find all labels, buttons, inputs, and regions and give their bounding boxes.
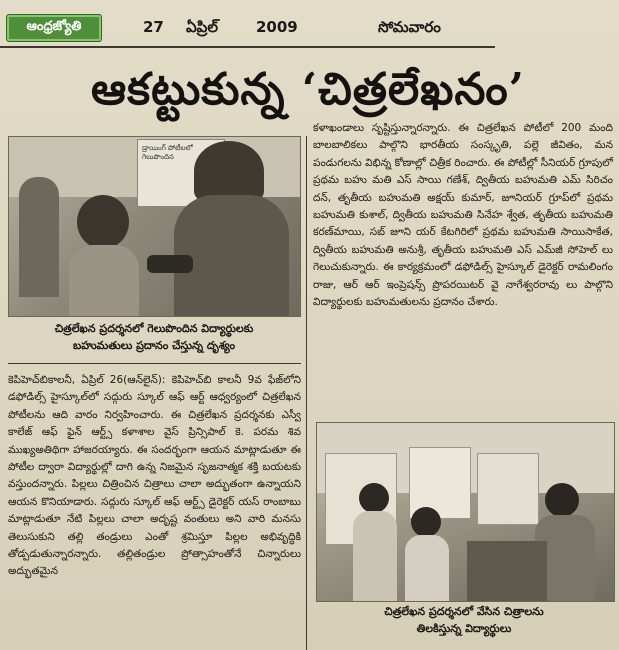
article-headline: ఆకట్టుకున్న ‘చిత్రలేఖనం’ [91,64,525,115]
photo-caption-line: చిత్రలేఖన ప్రదర్శనలో గెలుపొందిన విద్యార్థులకు [54,322,254,335]
photo-caption-prize [12,320,296,354]
article-paragraph: కళాఖండాలు సృష్టిస్తున్నారన్నారు. ఈ చిత్రలేఖన పోటీలో 200 మంది బాలబాలికలు పాల్గొని భారతీయ సంస్కృతి, పల్లె జీవితం, మన పండుగలను విభిన్న కోణాల్లో చిత్రీక రించారు. ఈ పోటీల్లో సీనియర్ గ్రూపులో ప్రథమ బహు మతి ఎస్ సాయి గణేశ్, ద్వితీయ బహుమతి ఎమ్ సిరిచం దన్, తృతీయ బహుమతి అక్షయ్ కుమార్, జూనియర్ గ్రూప్‌లో ప్రథమ బహుమతి కుశాల్, ద్వితీయ బహుమతి సినేహ శ్వేత, తృతీయ బహుమతి కరణ్‌మాయి, సబ్ జూని యర్ కేటగిరిలో ప్రథమ బహుమతి సాయిసాకేత, ద్వితీయ బహుమతి అనుశ్రీ, తృతీయ బహుమతి ఎస్ ఎమ్‌జీ సోహెల్ లు గెలుచుకున్నారు. ఈ కార్యక్రమంలో డఫోడిల్స్ హైస్కూల్ డైరెక్టర్ రామలింగం రాజు, ఆర్ ఆర్ ఇంప్రెషన్స్ ప్రొపరయిటర్ వై నాగేశ్వరరావు లు పాల్గొని విద్యార్థులకు బహుమతులను ప్రదానం చేశారు. [313,122,613,309]
banner-sign-text: డ్రాయింగ్ పోటీలలో గెలుపొందిన [142,144,193,161]
student-head-silhouette [359,483,389,513]
article-body-left-column [8,372,301,581]
photo-caption-line: చిత్రలేఖన ప్రదర్శనలో వేసిన చిత్రాలను [384,605,544,618]
issue-year: 2009 [256,18,298,36]
girl-body-silhouette [69,245,139,316]
issue-month: ఏప్రిల్ [186,18,218,36]
issue-weekday: సోమవారం [378,18,441,36]
prize-distribution-photo [8,136,301,317]
photo-caption-line: తిలకిస్తున్న విద్యార్థులు [416,622,512,635]
displayed-drawing [477,453,539,525]
handshake [147,255,193,273]
student-body-silhouette [405,535,449,601]
student-head-silhouette [411,507,441,537]
article-body-right-column [313,120,613,311]
photo-caption-students [318,603,610,637]
header-divider [0,46,495,48]
issue-date: 27 [143,18,164,36]
girl-head-silhouette [77,195,129,249]
newspaper-masthead-logo [6,14,102,42]
bystander-silhouette [19,177,59,297]
man-head-silhouette [545,483,579,517]
students-viewing-drawings-photo [316,422,615,602]
article-paragraph: కెపిహెచ్‌బికాలనీ, ఏప్రిల్ 26(ఆన్‌లైన్): కెపిహెచ్‌బి కాలనీ 9వ ఫేజ్‌లోని డఫోడిల్స్ హైస్కూల్‌లో సద్గురు స్కూల్ ఆఫ్ ఆర్ట్ ఆధ్వర్యంలో చిత్రలేఖన పోటీలను ఆది వారం నిర్వహించారు. ఈ చిత్రలేఖన ప్రదర్శనకు ఎస్వీ కాలేజ్ ఆఫ్ ఫైన్ ఆర్ట్స్ కళాశాల వైస్ ప్రిన్సిపాల్ కె. పరమ శివ ముఖ్యఅతిథిగా హాజరయ్యారు. ఈ సందర్భంగా ఆయన మాట్లాడుతూ ఈ పోటీల ద్వారా విద్యార్థుల్లో దాగి ఉన్న నిజమైన సృజనాత్మక శక్తి బయటకు వస్తుందన్నారు. పిల్లలు చిత్రించిన చిత్రాలు చాలా అద్భుతంగా ఉన్నాయని ఆయన కొనియాడారు. సద్గురు స్కూల్ ఆఫ్ ఆర్ట్స్ డైరెక్టర్ యస్ రాంబాబు మాట్లాడుతూ నేటి పిల్లలు చాలా అదృష్ట వంతులు అని వారి మనసు తెలుసుకుని తల్లి తండ్రులు ఎంతో శ్రమిస్తూ పిల్లల అభివృద్ధికి తోడ్పడుతున్నారన్నారు. తల్లితండ్రుల ప్రోత్సాహంతోనే చిన్నారులు అద్భుతమైన [8,374,301,578]
student-body-silhouette [353,511,397,601]
man-body-silhouette [174,195,289,316]
paper-name: ఆంధ్రజ్యోతి [26,19,82,34]
table [467,541,547,601]
man-head-silhouette [194,141,264,201]
caption-divider [8,363,301,364]
column-divider [306,136,307,650]
photo-caption-line: బహుమతులు ప్రదానం చేస్తున్న దృశ్యం [72,339,236,352]
